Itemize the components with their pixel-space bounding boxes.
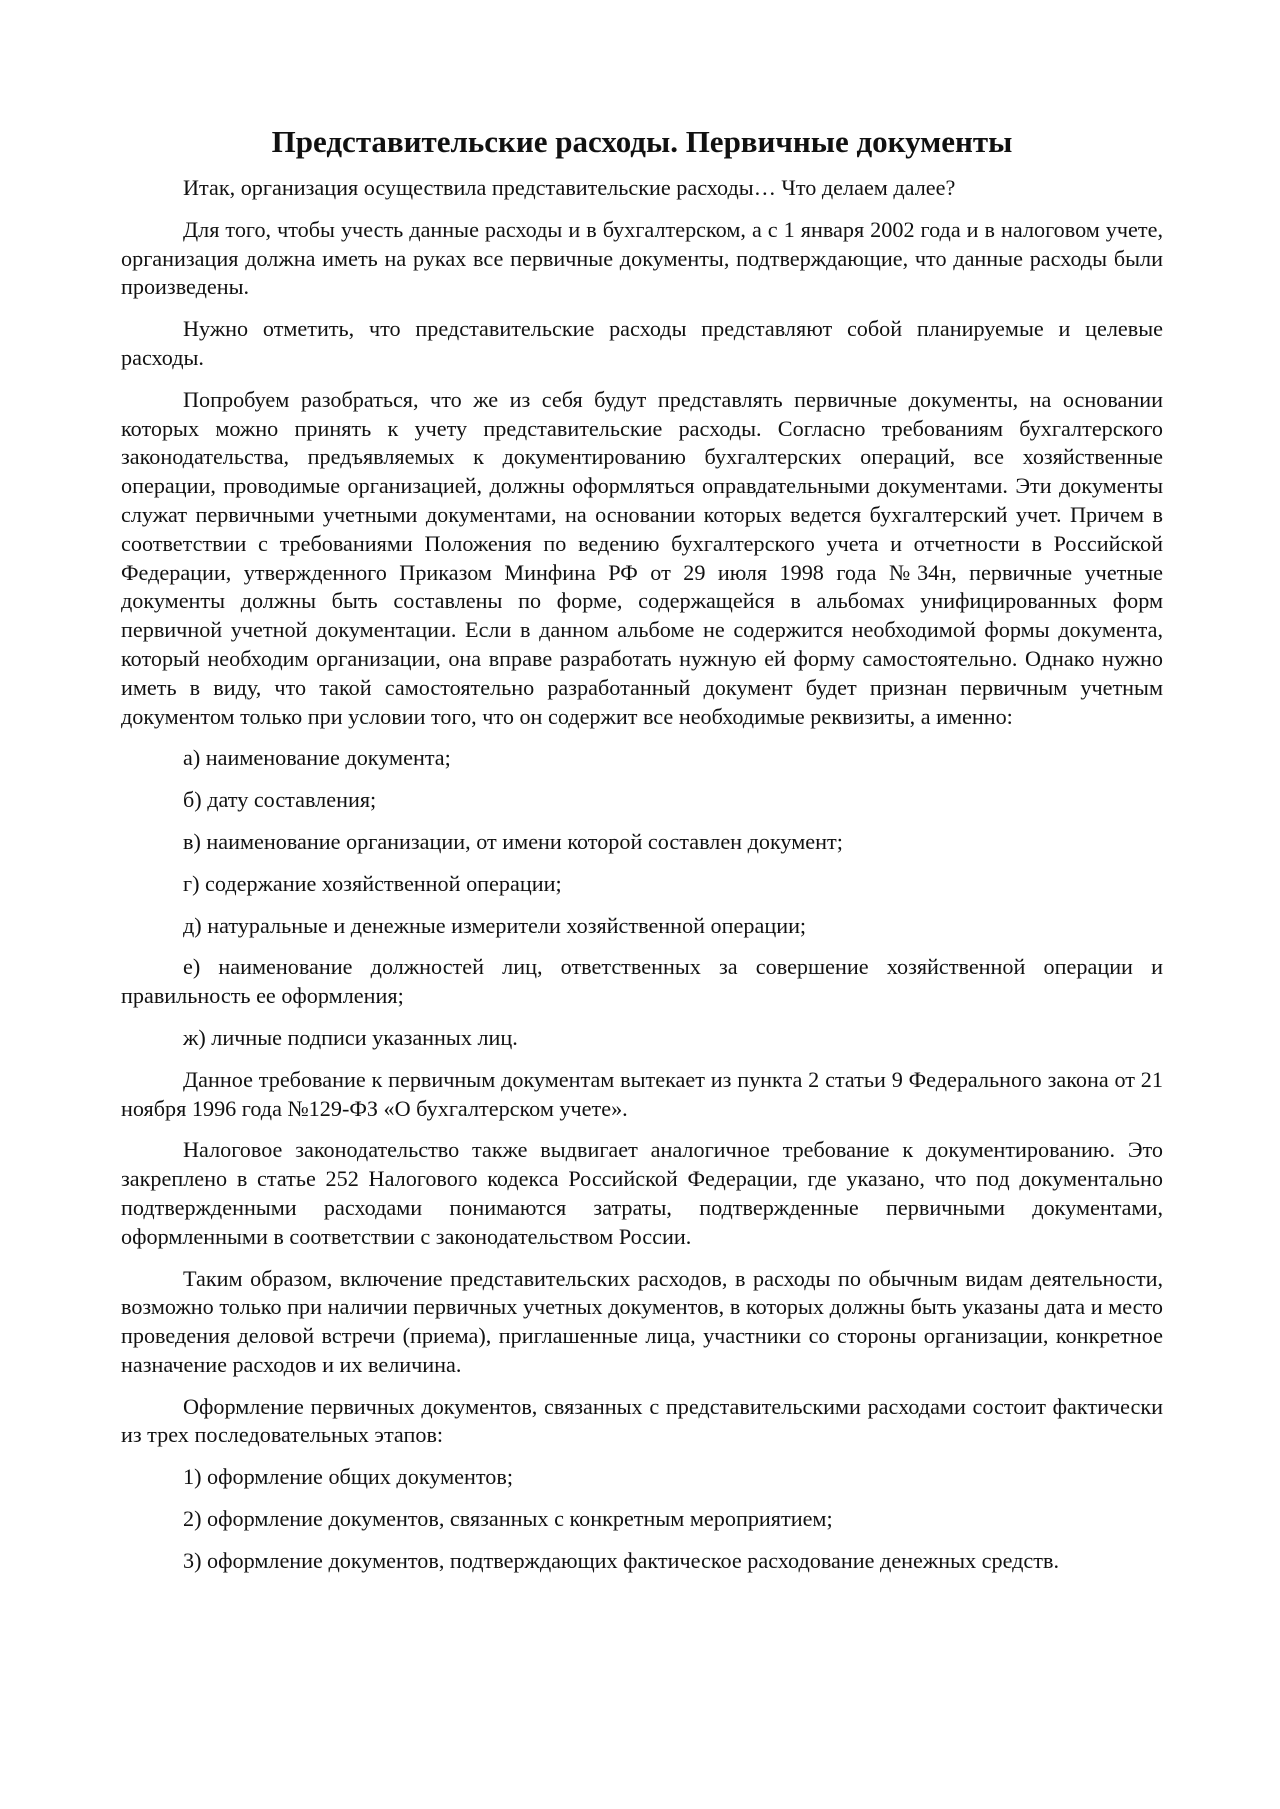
document-page [121,118,1163,1589]
paragraph-intro: Итак, организация осуществила представительские расходы… Что делаем далее? [183,175,956,200]
paragraph-conclusion: Таким образом, включение представительских расходов, в расходы по обычным видам деятельности, возможно только при наличии первичных учетных документов, в которых должны быть указаны дата и место проведения деловой встречи (приема), приглашенные лица, участники со стороны организации, конкретное назначение расходов и их величина. [121,1265,1163,1377]
stage-item-2: 2) оформление документов, связанных с конкретным мероприятием; [183,1506,833,1532]
list-item-g: г) содержание хозяйственной операции; [183,870,562,896]
paragraph-stages-intro: Оформление первичных документов, связанных с представительскими расходами состоит фактически из трех последовательных этапов: [121,1393,1163,1448]
paragraph-accounting: Для того, чтобы учесть данные расходы и в бухгалтерском, а с 1 января 2002 года и в налоговом учете, организация должна иметь на руках все первичные документы, подтверждающие, что данные расходы были произведены. [121,216,1163,300]
paragraph-primary-documents: Попробуем разобраться, что же из себя будут представлять первичные документы, на основании которых можно принять к учету представительские расходы. Согласно требованиям бухгалтерского законодательства, предъявляемых к документированию бухгалтерских операций, все хозяйственные операции, проводимые организацией, должны оформляться оправдательными документами. Эти документы служат первичными учетными документами, на основании которых ведется бухгалтерский учет. Причем в соответствии с требованиями Положения по ведению бухгалтерского учета и отчетности в Российской Федерации, утвержденного Приказом Минфина РФ от 29 июля 1998 года №34н, первичные учетные документы должны быть составлены по форме, содержащейся в альбомах унифицированных форм первичной учетной документации. Если в данном альбоме не содержится необходимой формы документа, который необходим организации, она вправе разработать нужную ей форму самостоятельно. Однако нужно иметь в виду, что такой самостоятельно разработанный документ будет признан первичным учетным документом только при условии того, что он содержит все необходимые реквизиты, а именно: [121,386,1163,729]
stage-item-1: 1) оформление общих документов; [183,1464,513,1490]
stage-item-3: 3) оформление документов, подтверждающих фактическое расходование денежных средств. [183,1547,1059,1573]
list-item-v: в) наименование организации, от имени которой составлен документ; [183,828,843,854]
list-item-e: е) наименование должностей лиц, ответственных за совершение хозяйственной операции и правильность ее оформления; [121,954,1163,1009]
list-item-d: д) натуральные и денежные измерители хозяйственной операции; [183,912,807,938]
paragraph-tax-law: Налоговое законодательство также выдвигает аналогичное требование к документированию. Это закреплено в статье 252 Налогового кодекса Российской Федерации, где указано, что под документально подтвержденными расходами понимаются затраты, подтвержденные первичными документами, оформленными в соответствии с законодательством России. [121,1137,1163,1249]
list-item-a: а) наименование документа; [183,745,451,771]
list-item-zh: ж) личные подписи указанных лиц. [183,1024,518,1050]
list-item-b: б) дату составления; [183,787,377,813]
document-title: Представительские расходы. Первичные документы [271,124,1013,159]
paragraph-planned-expenses: Нужно отметить, что представительские расходы представляют собой планируемые и целевые расходы. [121,316,1163,370]
paragraph-federal-law: Данное требование к первичным документам вытекает из пункта 2 статьи 9 Федерального закона от 21 ноября 1996 года №129-ФЗ «О бухгалтерском учете». [121,1066,1163,1121]
